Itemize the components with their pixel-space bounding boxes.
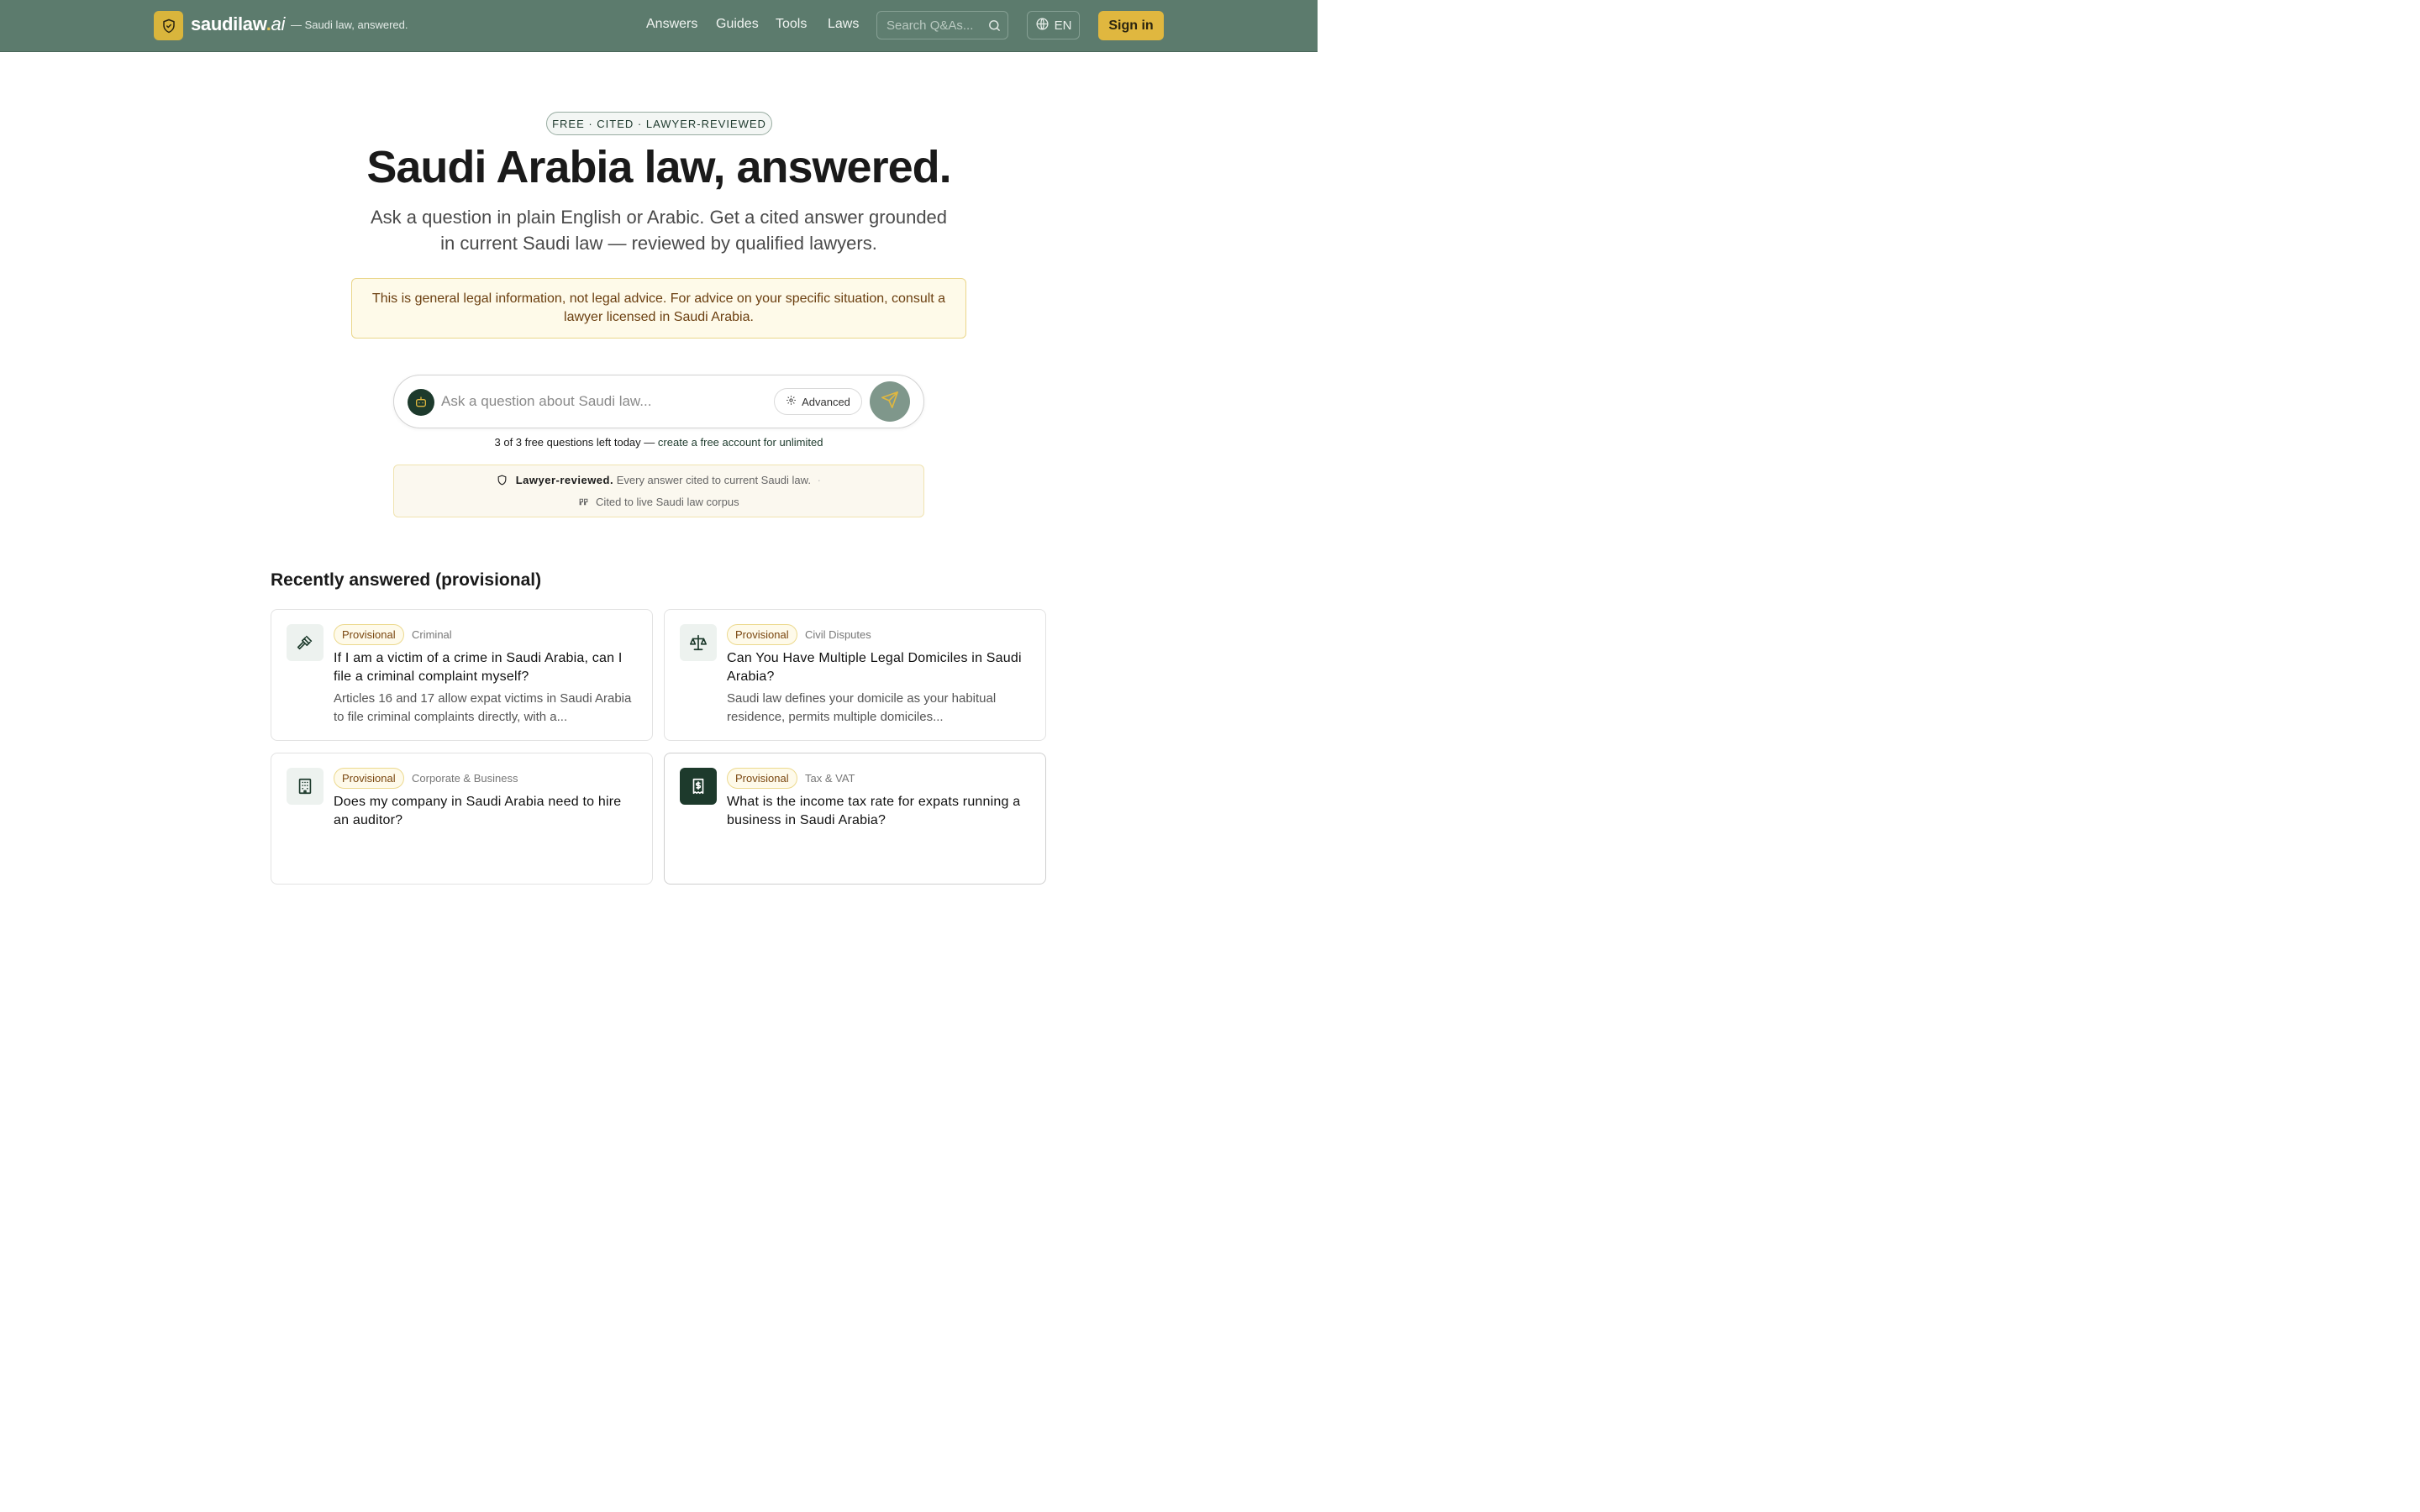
qa-search — [876, 11, 1008, 39]
quota-count: 3 of 3 free questions left today — [494, 436, 641, 449]
scales-icon — [680, 624, 717, 661]
receipt-icon — [680, 768, 717, 805]
advanced-options-button[interactable] — [774, 388, 862, 415]
card-question[interactable]: What is the income tax rate for expats running a business in Saudi Arabia? — [727, 795, 1021, 827]
provisional-badge: Provisional — [727, 768, 797, 789]
trust-text: Every answer cited to current Saudi law. — [616, 474, 811, 486]
provisional-badge: Provisional — [334, 624, 404, 645]
corpus-text: Cited to live Saudi law corpus — [596, 496, 739, 508]
answer-card[interactable] — [664, 753, 1046, 885]
nav-answers[interactable]: Answers — [646, 17, 698, 31]
hero-subtitle: Ask a question in plain English or Arabic. Get a cited answer grounded in current Saudi law — reviewed by qualified lawyers. — [370, 207, 948, 254]
card-answer-preview: Saudi law defines your domicile as your habitual residence, permits multiple domiciles... — [727, 691, 997, 724]
search-icon[interactable] — [987, 18, 1002, 37]
hero-title: Saudi Arabia law, answered. — [366, 142, 951, 192]
card-question[interactable]: If I am a victim of a crime in Saudi Arabia, can I file a criminal complaint myself? — [334, 651, 623, 684]
card-category: Corporate & Business — [412, 772, 518, 785]
question-input[interactable] — [441, 387, 760, 416]
provisional-badge: Provisional — [334, 768, 404, 789]
send-icon — [881, 391, 899, 413]
recent-section-title: Recently answered (provisional) — [271, 570, 542, 590]
trust-dot: · — [817, 474, 821, 486]
nav-tools[interactable]: Tools — [776, 17, 808, 31]
sign-in-button[interactable]: Sign in — [1098, 11, 1164, 40]
question-composer — [393, 375, 924, 428]
quote-icon — [578, 496, 596, 508]
answer-card[interactable] — [271, 609, 653, 741]
brand-tagline: — Saudi law, answered. — [291, 18, 408, 31]
language-label: EN — [1054, 18, 1072, 33]
free-quota-notice — [0, 436, 1318, 449]
trust-strong: Lawyer-reviewed. — [515, 474, 614, 486]
bot-icon — [408, 389, 434, 416]
create-account-link[interactable]: create a free account for unlimited — [657, 436, 823, 449]
quota-separator: — — [644, 436, 655, 449]
top-navbar — [0, 0, 1318, 52]
qa-search-input[interactable] — [877, 12, 982, 39]
card-answer-preview: Articles 16 and 17 allow expat victims in Saudi Arabia to file criminal complaints directly, with a... — [334, 691, 632, 724]
building-icon — [287, 768, 324, 805]
nav-laws[interactable]: Laws — [828, 17, 860, 31]
brand-dot: . — [266, 13, 271, 34]
gear-icon — [786, 395, 797, 408]
send-question-button[interactable] — [870, 381, 910, 422]
language-switcher[interactable] — [1027, 11, 1080, 39]
card-question[interactable]: Can You Have Multiple Legal Domiciles in Saudi Arabia? — [727, 651, 1022, 684]
trust-row — [394, 474, 923, 486]
answer-card[interactable] — [664, 609, 1046, 741]
gavel-icon — [287, 624, 324, 661]
provisional-badge: Provisional — [727, 624, 797, 645]
brand-name: saudilaw — [191, 13, 266, 34]
advanced-label: Advanced — [802, 395, 850, 408]
card-question[interactable]: Does my company in Saudi Arabia need to hire an auditor? — [334, 795, 622, 827]
card-category: Tax & VAT — [805, 772, 855, 785]
globe-icon — [1035, 17, 1050, 34]
corpus-row — [394, 496, 923, 508]
nav-guides[interactable]: Guides — [716, 17, 759, 31]
shield-check-icon — [497, 474, 516, 486]
logo-shield-icon[interactable] — [154, 11, 183, 40]
brand-logo[interactable] — [191, 13, 285, 35]
card-category: Criminal — [412, 628, 452, 641]
card-category: Civil Disputes — [805, 628, 871, 641]
brand-suffix: ai — [271, 13, 286, 34]
trust-banner — [393, 465, 924, 517]
legal-disclaimer: This is general legal information, not legal advice. For advice on your specific situation, consult a lawyer licensed in Saudi Arabia. — [351, 278, 966, 339]
feature-pill: FREE · CITED · LAWYER-REVIEWED — [546, 112, 772, 135]
answer-card[interactable] — [271, 753, 653, 885]
